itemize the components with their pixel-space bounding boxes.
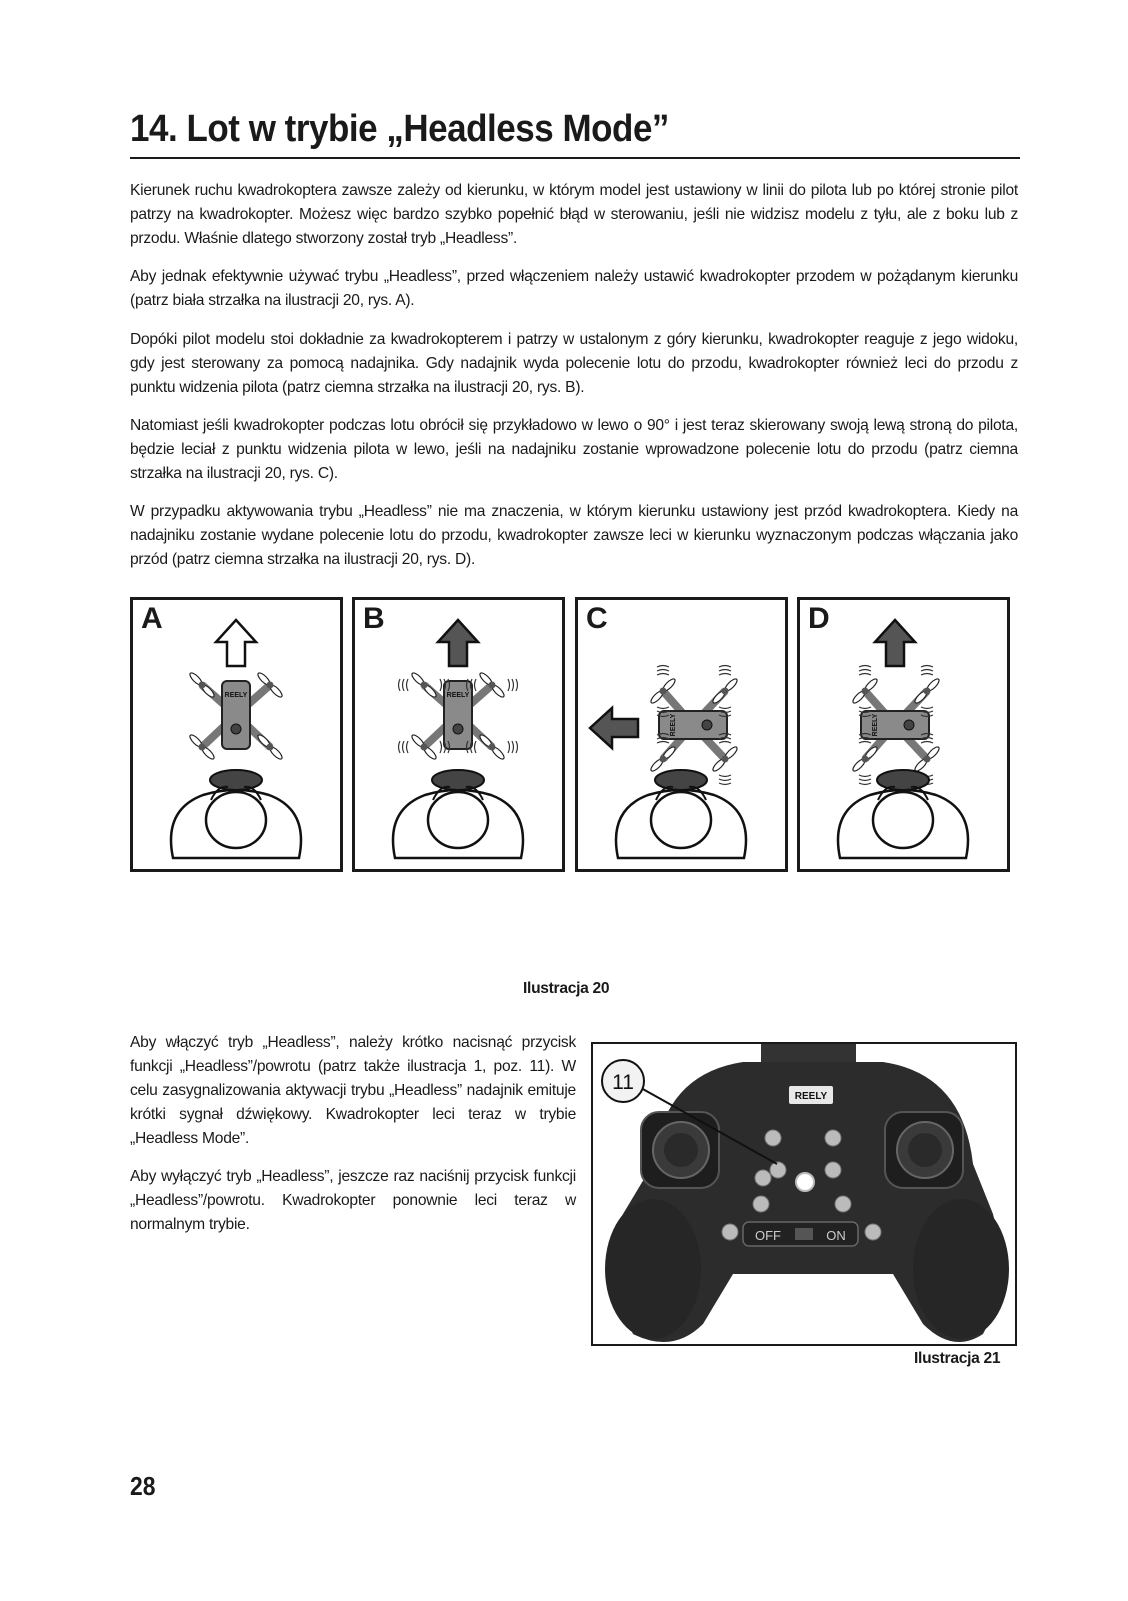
drone-graphic [399, 671, 518, 761]
figure-panel-d [797, 597, 1010, 872]
panel-letter: B [363, 602, 385, 635]
figure-panel-c [575, 597, 788, 872]
figure-panel-a [130, 597, 343, 872]
pilot-graphic [616, 770, 746, 858]
direction-arrow [590, 708, 638, 748]
paragraph-5: W przypadku aktywowania trybu „Headless” nie ma znaczenia, w którym kierunku ustawiony jest przód kwadrokoptera. Kiedy na nadajniku zostanie wydane polecenie lotu do przodu, kwadrokopter zawsze leci w kierunku wyznaczonym podczas włączania jako przód (patrz ciemna strzałka na ilustracji 20, rys. D). [130, 503, 1018, 568]
panel-illustration [355, 600, 562, 869]
callout-number: 11 [612, 1071, 634, 1094]
figure-21-controller-photo [591, 1042, 1017, 1346]
paragraph-3: Dopóki pilot modelu stoi dokładnie za kwadrokopterem i patrzy w ustalonym z góry kierunku, kwadrokopter reaguje z jego widoku, gdy jest sterowany za pomocą nadajnika. Gdy nadajnik wyda polecenie lotu do przodu, kwadrokopter również leci do przodu z punktu widzenia pilota (patrz ciemna strzałka na ilustracji 20, rys. B). [130, 331, 1018, 396]
switch-off-label: OFF [755, 1228, 781, 1243]
page-title: 14. Lot w trybie „Headless Mode” [130, 108, 669, 150]
figure-21-caption: Ilustracja 21 [914, 1350, 1001, 1367]
controller-illustration [593, 1044, 1015, 1344]
switch-on-label: ON [826, 1228, 846, 1243]
drone-brand-label: REELY [224, 692, 248, 699]
page-number: 28 [130, 1471, 156, 1501]
controller-brand-label: REELY [794, 1091, 828, 1102]
side-paragraph-2: Aby wyłączyć tryb „Headless”, jeszcze raz naciśnij przycisk funkcji „Headless”/powrotu. Kwadrokopter ponownie leci teraz w normalnym trybie. [130, 1168, 576, 1233]
paragraph-1: Kierunek ruchu kwadrokoptera zawsze zależy od kierunku, w którym model jest ustawiony w linii do pilota lub po której stronie pilot patrzy na kwadrokopter. Możesz więc bardzo szybko popełnić błąd w sterowaniu, jeśli nie widzisz modelu z tyłu, ale z boku lub z przodu. Właśnie dlatego stworzony został tryb „Headless”. [130, 182, 1018, 247]
figure-panel-b [352, 597, 565, 872]
paragraph-4: Natomiast jeśli kwadrokopter podczas lotu obrócił się przykładowo w lewo o 90° i jest teraz skierowany swoją lewą stroną do pilota, będzie leciał z punktu widzenia pilota w lewo, jeśli na nadajniku zostanie wprowadzone polecenie lotu do przodu (patrz ciemna strzałka na ilustracji 20, rys. C). [130, 417, 1018, 482]
panel-letter: C [586, 602, 608, 635]
side-paragraph-1: Aby włączyć tryb „Headless”, należy krótko nacisnąć przycisk funkcji „Headless”/powrotu (patrz także ilustracja 1, poz. 11). W celu zasygnalizowania aktywacji trybu „Headless” nadajnik emituje krótki sygnał dźwiękowy. Kwadrokopter leci teraz w trybie „Headless Mode”. [130, 1034, 576, 1147]
panel-letter: D [808, 602, 830, 635]
drone-brand-label: REELY [670, 713, 677, 737]
paragraph-2: Aby jednak efektywnie używać trybu „Headless”, przed włączeniem należy ustawić kwadrokopter przodem w pożądanym kierunku (patrz biała strzałka na ilustracji 20, rys. A). [130, 268, 1018, 309]
drone-graphic [649, 666, 739, 785]
direction-arrow [438, 620, 478, 666]
figure-20 [130, 597, 1020, 877]
panel-illustration [578, 600, 785, 869]
direction-arrow [216, 620, 256, 666]
pilot-graphic [838, 770, 968, 858]
drone-brand-label: REELY [872, 713, 879, 737]
figure-20-caption: Ilustracja 20 [523, 980, 610, 997]
drone-graphic [188, 671, 284, 761]
title-underline [130, 157, 1020, 159]
direction-arrow [875, 620, 915, 666]
panel-letter: A [141, 602, 163, 635]
drone-graphic [851, 666, 941, 785]
drone-brand-label: REELY [446, 692, 470, 699]
pilot-graphic [171, 770, 301, 858]
panel-illustration [800, 600, 1007, 869]
pilot-graphic [393, 770, 523, 858]
panel-illustration [133, 600, 340, 869]
